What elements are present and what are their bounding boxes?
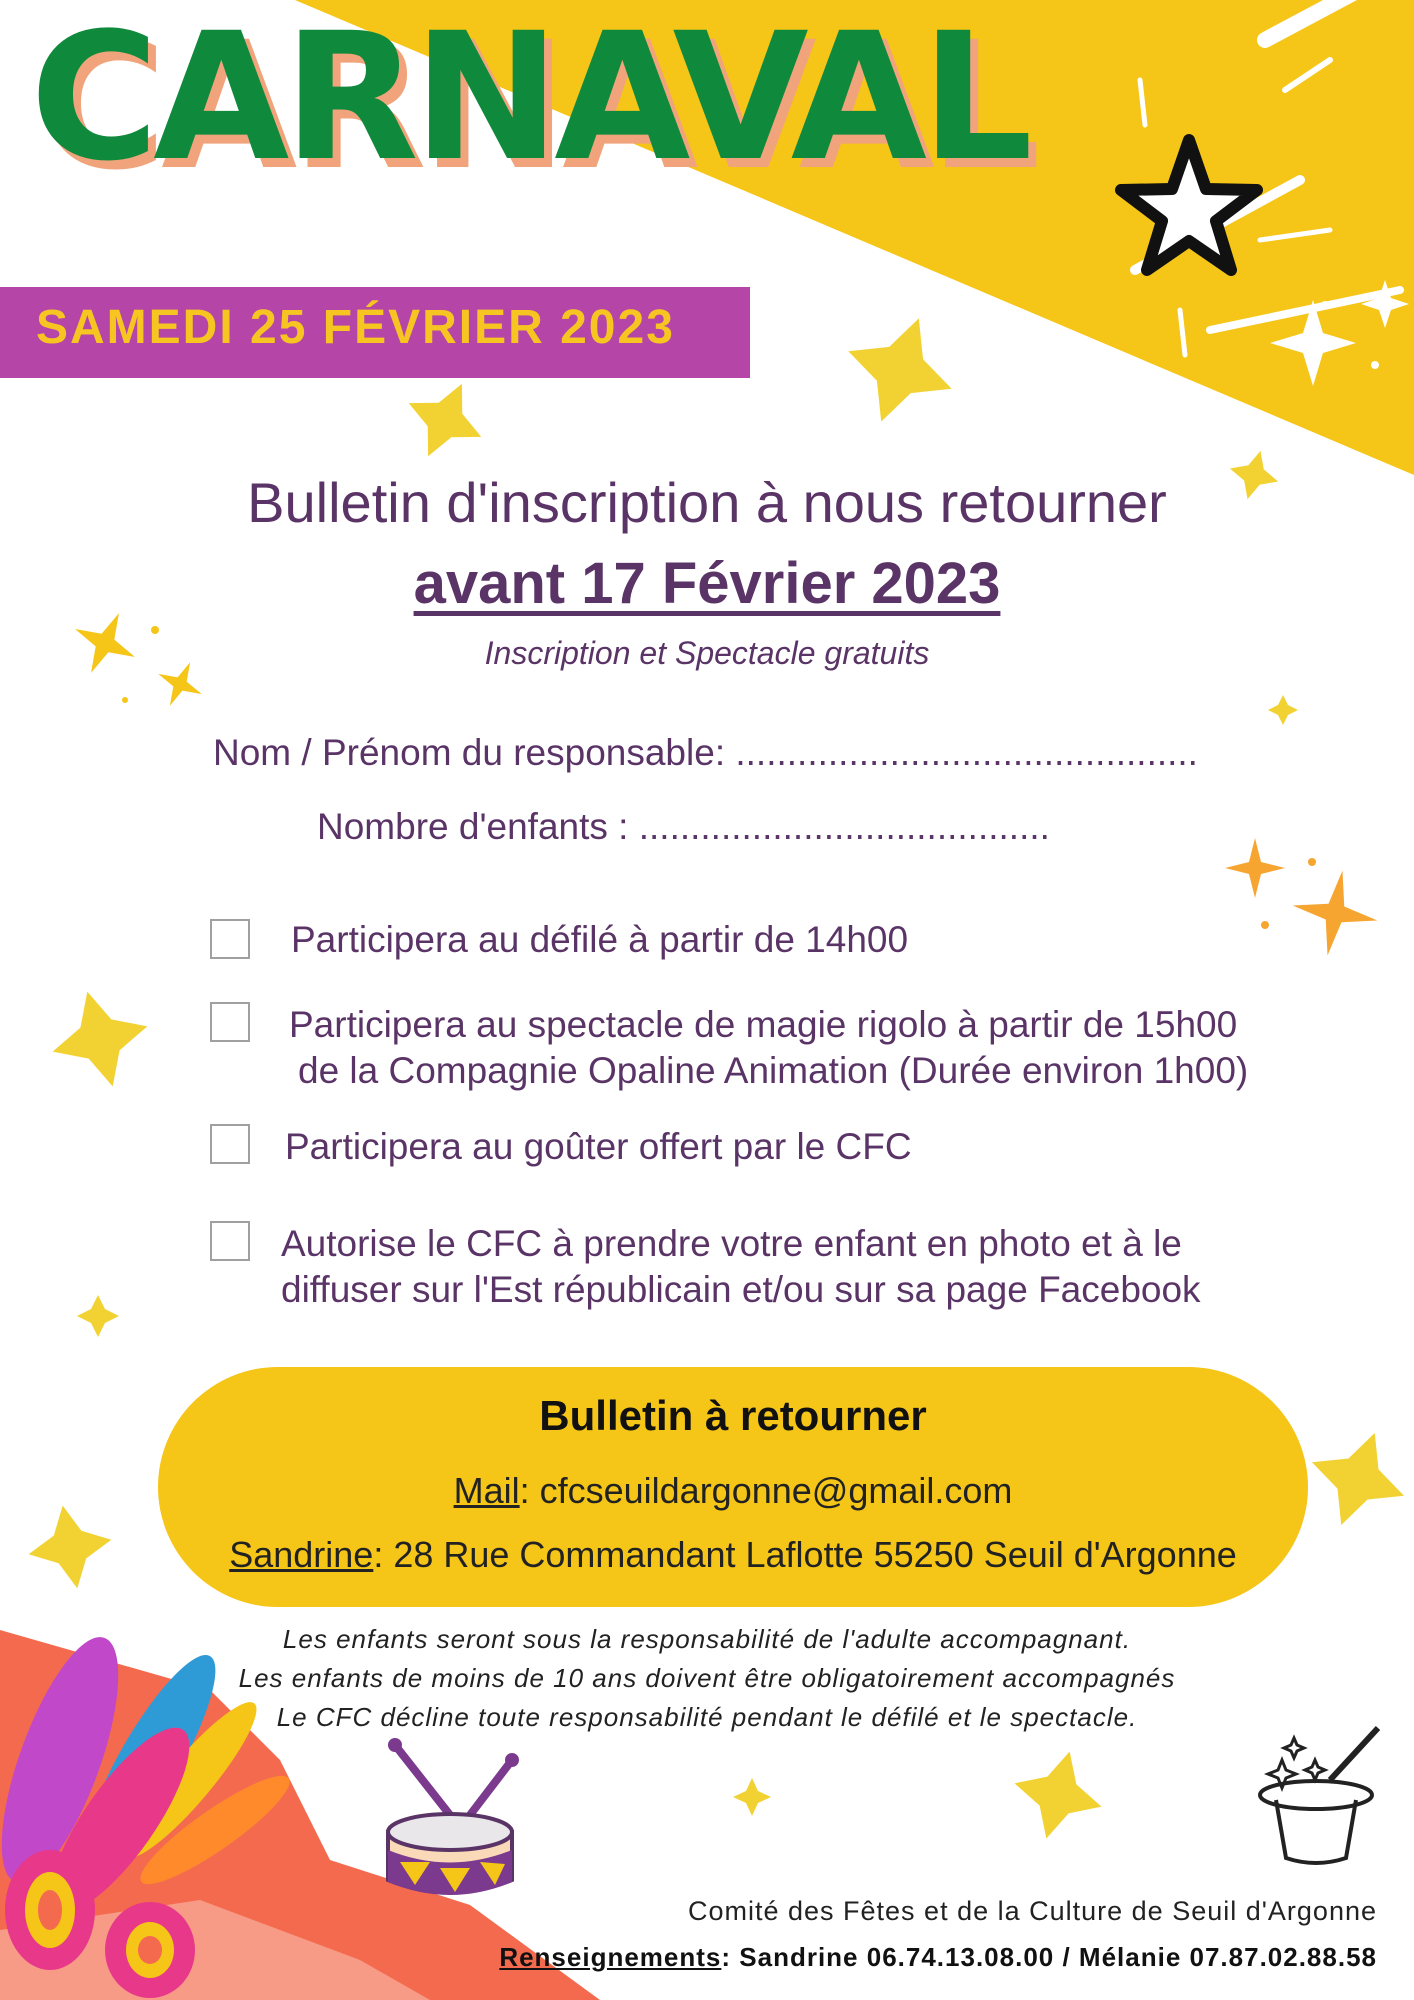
page-title: CARNAVAL [30, 0, 1028, 200]
option-magic-show-detail: de la Compagnie Opaline Animation (Durée environ 1h00) [298, 1050, 1249, 1091]
sparkle-icon [1225, 838, 1285, 898]
return-box-title: Bulletin à retourner [539, 1392, 927, 1439]
checkbox-photo-consent[interactable] [210, 1221, 250, 1261]
option-photo-consent-label: Autorise le CFC à prendre votre enfant en photo et à le [281, 1223, 1182, 1264]
star-icon [1268, 695, 1298, 725]
free-note: Inscription et Spectacle gratuits [484, 635, 930, 671]
mail-address[interactable]: : cfcseuildargonne@gmail.com [519, 1470, 1013, 1511]
contact-info [499, 1942, 1377, 1973]
star-icon [21, 1498, 118, 1595]
intro-heading: Bulletin d'inscription à nous retourner [247, 471, 1167, 534]
star-icon [1295, 1416, 1414, 1542]
option-photo-consent-detail: diffuser sur l'Est républicain et/ou sur sa page Facebook [281, 1269, 1201, 1310]
option-snack-label: Participera au goûter offert par le CFC [285, 1126, 912, 1167]
checkbox-magic-show[interactable] [210, 1002, 250, 1042]
star-icon [392, 367, 498, 473]
return-mail [158, 1470, 1308, 1512]
magic-hat-icon [1260, 1728, 1378, 1863]
responsible-name-field[interactable]: Nom / Prénom du responsable: ............................................. [213, 732, 1198, 773]
mail-label: Mail [453, 1470, 520, 1511]
contact-phones: : Sandrine 06.74.13.08.00 / Mélanie 07.87.02.88.58 [721, 1942, 1377, 1972]
star-icon [830, 300, 971, 441]
checkbox-parade[interactable] [210, 919, 250, 959]
orange-sparkles-right [1225, 838, 1385, 963]
disclaimer-line: Les enfants seront sous la responsabilité de l'adulte accompagnant. [282, 1624, 1132, 1654]
option-parade-label: Participera au défilé à partir de 14h00 [291, 919, 909, 960]
organizer-name: Comité des Fêtes et de la Culture de Seuil d'Argonne [687, 1896, 1377, 1926]
star-icon [733, 1778, 771, 1816]
children-count-field[interactable]: Nombre d'enfants : ........................................ [317, 806, 1050, 847]
contact-label: Renseignements [499, 1942, 722, 1972]
star-icon [1003, 1740, 1113, 1850]
return-address [158, 1534, 1308, 1576]
drum-icon [388, 1738, 519, 1895]
address-label: Sandrine [229, 1534, 374, 1575]
deadline: avant 17 Février 2023 [413, 551, 1001, 616]
event-date: SAMEDI 25 FÉVRIER 2023 [36, 301, 675, 354]
option-magic-show-label: Participera au spectacle de magie rigolo à partir de 15h00 [289, 1004, 1238, 1045]
disclaimer-line: Le CFC décline toute responsabilité pendant le défilé et le spectacle. [276, 1702, 1138, 1732]
star-icon [40, 979, 160, 1099]
disclaimer-line: Les enfants de moins de 10 ans doivent être obligatoirement accompagnés [238, 1663, 1176, 1693]
star-icon [77, 1295, 119, 1337]
sparkle-icon [1285, 863, 1385, 963]
postal-address: : 28 Rue Commandant Laflotte 55250 Seuil d'Argonne [373, 1534, 1237, 1575]
checkbox-snack[interactable] [210, 1124, 250, 1164]
